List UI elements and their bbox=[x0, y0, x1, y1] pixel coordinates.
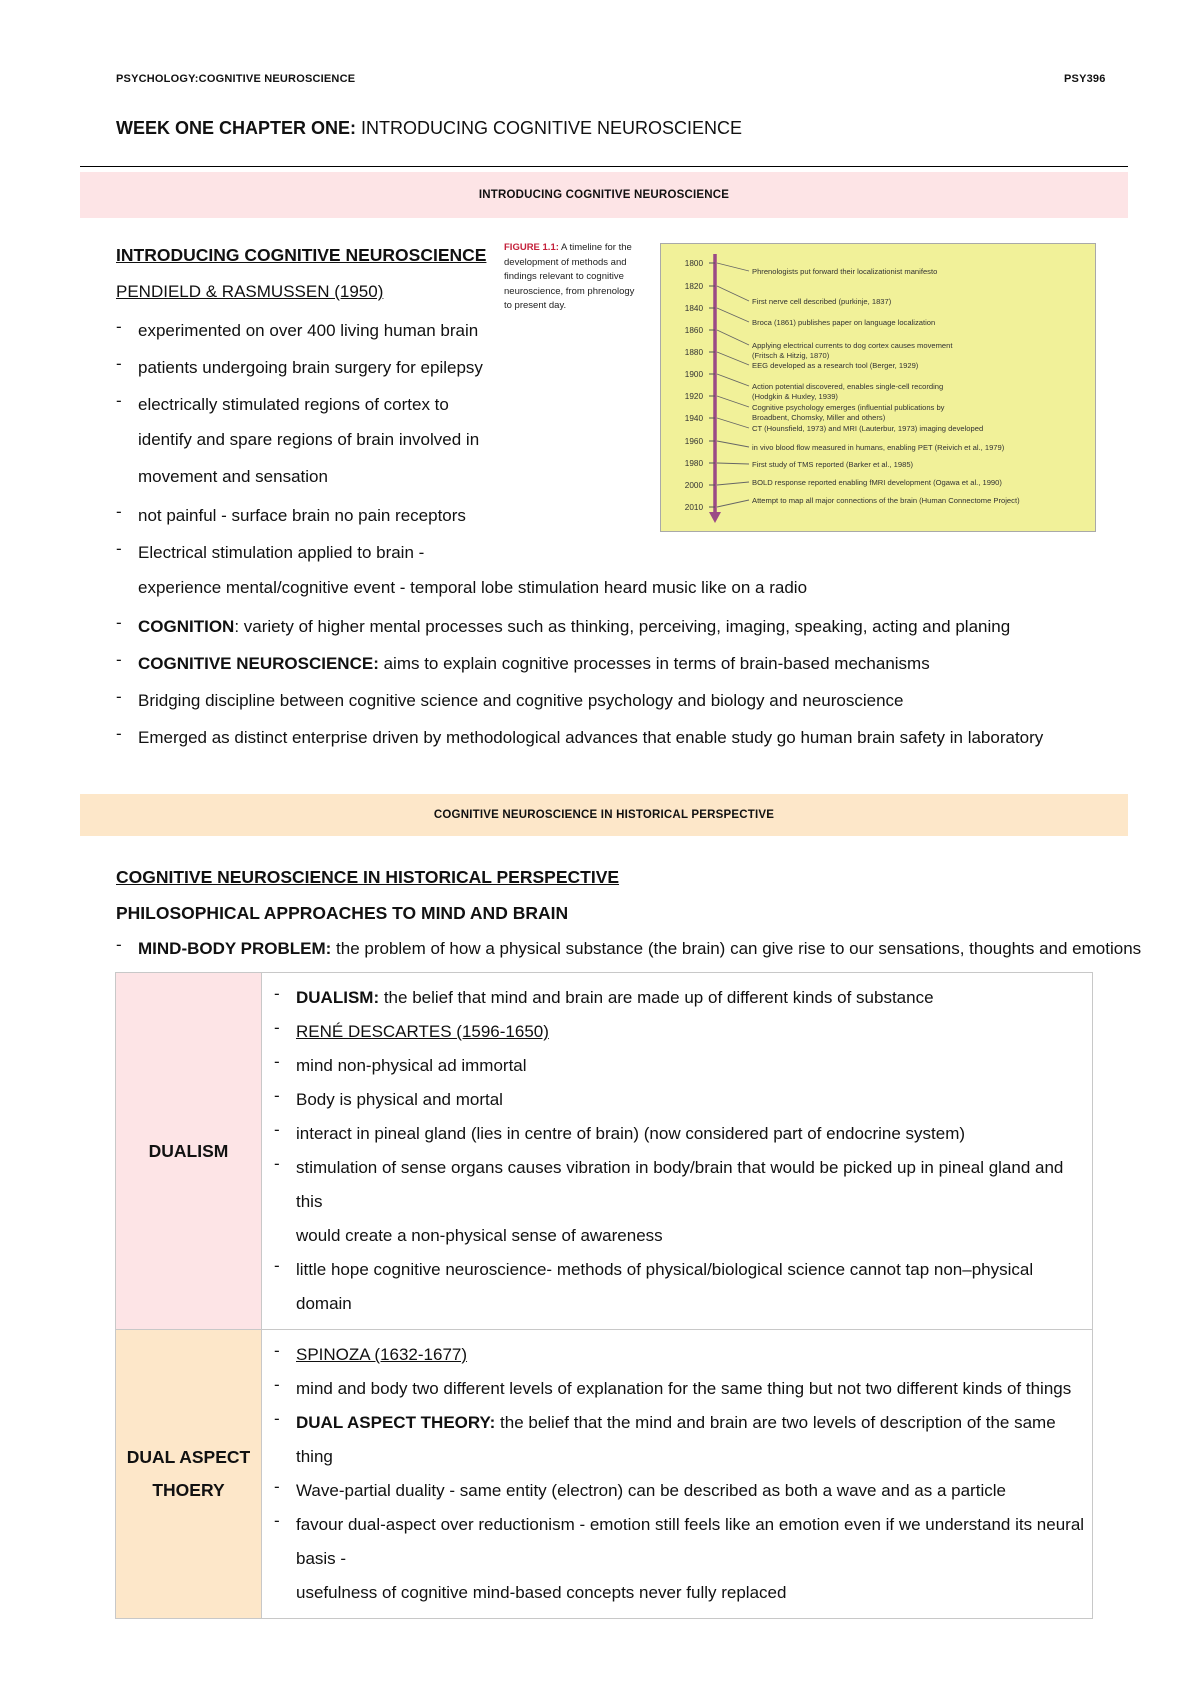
timeline-svg bbox=[661, 244, 1097, 533]
list-item: - SPINOZA (1632-1677) bbox=[274, 1341, 468, 1364]
timeline-year: 1820 bbox=[684, 282, 703, 291]
timeline-year: 1840 bbox=[684, 304, 703, 313]
timeline-event-label: (Fritsch & Hitzig, 1870) bbox=[752, 351, 830, 360]
timeline-year: 1920 bbox=[684, 392, 703, 401]
list-item-continuation: movement and sensation bbox=[138, 467, 328, 486]
timeline-event-label: Broca (1861) publishes paper on language localization bbox=[752, 318, 936, 327]
list-item-continuation: identify and spare regions of brain involved in bbox=[138, 430, 480, 449]
section2-subheading: PHILOSOPHICAL APPROACHES TO MIND AND BRAIN bbox=[116, 903, 569, 923]
list-item: - favour dual-aspect over reductionism - emotion still feels like an emotion even if we understand its neural basis - usefulness of cognitive mind-based concepts never fully replaced bbox=[274, 1511, 1085, 1602]
figure-caption-text: A timeline for the development of methods and findings relevant to cognitive neuroscience, from phrenology to present day. bbox=[504, 242, 635, 311]
timeline-event-label: Applying electrical currents to dog cortex causes movement bbox=[752, 341, 953, 350]
list-item: - RENÉ DESCARTES (1596-1650) bbox=[274, 1018, 549, 1041]
timeline-connector bbox=[717, 500, 749, 507]
timeline-event-label: Attempt to map all major connections of the brain (Human Connectome Project) bbox=[752, 496, 1020, 505]
list-item: - DUALISM: the belief that mind and brain are made up of different kinds of substance bbox=[274, 984, 934, 1007]
section1-heading: INTRODUCING COGNITIVE NEUROSCIENCE bbox=[116, 245, 487, 265]
timeline-event-label: (Hodgkin & Huxley, 1939) bbox=[752, 392, 838, 401]
timeline-event-label: BOLD response reported enabling fMRI development (Ogawa et al., 1990) bbox=[752, 478, 1002, 487]
timeline-event-label: First nerve cell described (purkinje, 1837) bbox=[752, 297, 892, 306]
timeline-year: 1980 bbox=[684, 459, 703, 468]
title-rule bbox=[80, 166, 1128, 167]
page-title-bold: WEEK ONE CHAPTER ONE: bbox=[116, 118, 357, 138]
timeline-connector bbox=[717, 463, 749, 464]
section-band-history: COGNITIVE NEUROSCIENCE IN HISTORICAL PERSPECTIVE bbox=[80, 794, 1128, 836]
timeline-event-label: EEG developed as a research tool (Berger, 1929) bbox=[752, 361, 919, 370]
row-content-dual-aspect bbox=[262, 1330, 1093, 1619]
table-row-dual-aspect bbox=[116, 1330, 1093, 1619]
timeline-year: 1900 bbox=[684, 370, 703, 379]
timeline-connector bbox=[717, 263, 749, 271]
section1-subheading: PENDIELD & RASMUSSEN (1950) bbox=[116, 282, 384, 301]
list-item: - mind non-physical ad immortal bbox=[274, 1052, 527, 1075]
list-item: - DUAL ASPECT THEORY: the belief that the mind and brain are two levels of description of the same thing bbox=[274, 1409, 1056, 1466]
timeline-event-label: CT (Hounsfield, 1973) and MRI (Lauterbur, 1973) imaging developed bbox=[752, 424, 984, 433]
timeline-connector bbox=[717, 286, 749, 301]
timeline-event-label: in vivo blood flow measured in humans, enabling PET (Reivich et al., 1979) bbox=[752, 443, 1005, 452]
list-item: - mind and body two different levels of explanation for the same thing but not two different kinds of things bbox=[274, 1375, 1072, 1398]
timeline-event-label: Broadbent, Chomsky, Miller and others) bbox=[752, 413, 886, 422]
figure-caption bbox=[504, 241, 644, 314]
figure-label: FIGURE 1.1: bbox=[504, 242, 559, 253]
timeline-connector bbox=[717, 482, 749, 485]
list-item: - Wave-partial duality - same entity (electron) can be described as both a wave and as a particle bbox=[274, 1477, 1006, 1500]
timeline-connector bbox=[717, 352, 749, 365]
list-item: - little hope cognitive neuroscience- methods of physical/biological science cannot tap non–physical domain bbox=[274, 1256, 1034, 1313]
timeline-year: 2010 bbox=[684, 503, 703, 512]
theories-table bbox=[115, 972, 1093, 1619]
timeline-event-label: First study of TMS reported (Barker et al., 1985) bbox=[752, 460, 914, 469]
timeline-year: 2000 bbox=[684, 481, 703, 490]
table-row-dualism bbox=[116, 973, 1093, 1330]
timeline-year: 1960 bbox=[684, 437, 703, 446]
running-header-right: PSY396 bbox=[1064, 73, 1106, 85]
section2-heading: COGNITIVE NEUROSCIENCE IN HISTORICAL PERSPECTIVE bbox=[116, 867, 620, 887]
timeline-connector bbox=[717, 330, 749, 345]
timeline-figure bbox=[660, 243, 1096, 532]
running-header-left: PSYCHOLOGY:COGNITIVE NEUROSCIENCE bbox=[116, 73, 356, 85]
page-title-rest: INTRODUCING COGNITIVE NEUROSCIENCE bbox=[356, 118, 743, 138]
timeline-event-label: Cognitive psychology emerges (influential publications by bbox=[752, 403, 945, 412]
row-label-dualism: DUALISM bbox=[116, 973, 262, 1330]
timeline-arrowhead bbox=[709, 512, 721, 523]
row-content-dualism bbox=[262, 973, 1093, 1330]
list-item: - interact in pineal gland (lies in centre of brain) (now considered part of endocrine system) bbox=[274, 1120, 966, 1143]
timeline-connector bbox=[717, 396, 749, 407]
row-label-dual-aspect: DUAL ASPECT THOERY bbox=[116, 1330, 262, 1619]
list-item: - stimulation of sense organs causes vibration in body/brain that would be picked up in pineal gland and this would create a non-physical sense of awareness bbox=[274, 1154, 1064, 1245]
timeline-connector bbox=[717, 418, 749, 428]
timeline-connector bbox=[717, 374, 749, 386]
timeline-event-label: Phrenologists put forward their localizationist manifesto bbox=[752, 267, 938, 276]
timeline-event-label: Action potential discovered, enables single-cell recording bbox=[752, 382, 944, 391]
timeline-year: 1940 bbox=[684, 414, 703, 423]
timeline-year: 1880 bbox=[684, 348, 703, 357]
timeline-year: 1860 bbox=[684, 326, 703, 335]
list-item: - Body is physical and mortal bbox=[274, 1086, 503, 1109]
page-title bbox=[116, 118, 742, 139]
timeline-connector bbox=[717, 308, 749, 322]
section-band-intro: INTRODUCING COGNITIVE NEUROSCIENCE bbox=[80, 172, 1128, 218]
list-item-continuation: experience mental/cognitive event - temporal lobe stimulation heard music like on a radio bbox=[138, 578, 808, 597]
timeline-connector bbox=[717, 441, 749, 447]
timeline-year: 1800 bbox=[684, 259, 703, 268]
